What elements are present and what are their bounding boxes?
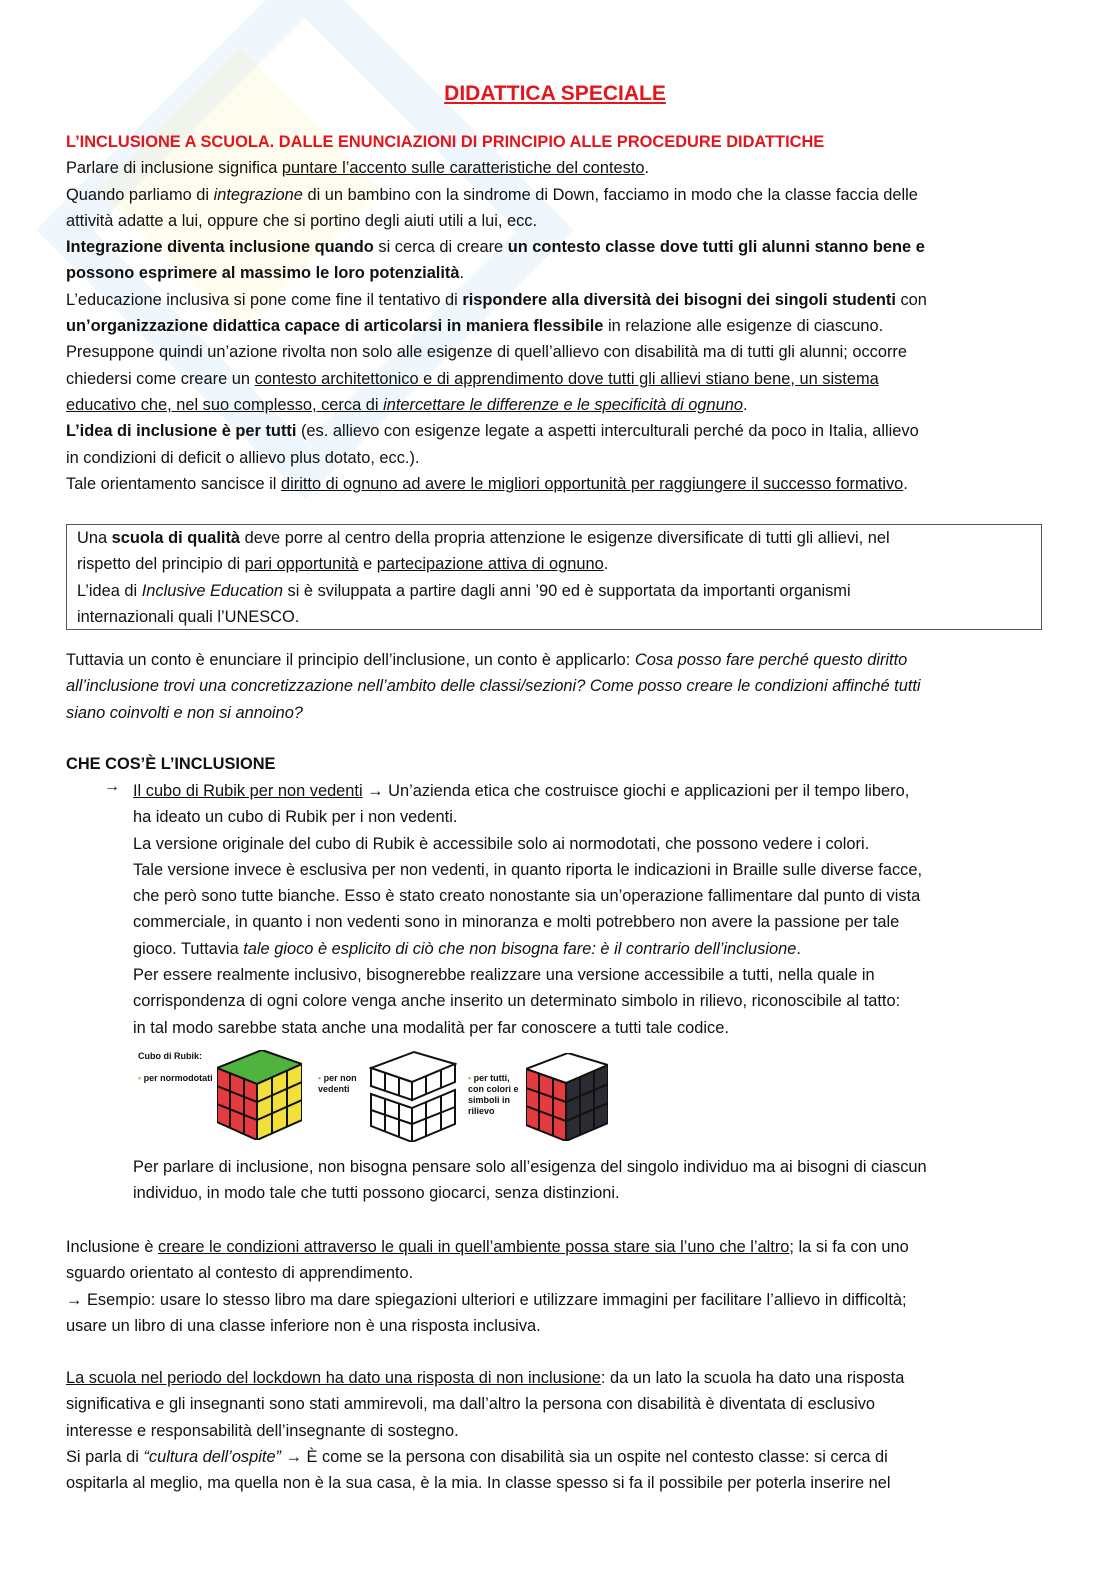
text-run: → Esempio: usare lo stesso libro ma dare spiegazioni ulteriori e utilizzare immagini per facilitare l’allievo in difficoltà;	[66, 1290, 907, 1309]
text-run: diritto di ognuno ad avere le migliori opportunità per raggiungere il successo formativo	[281, 474, 904, 493]
caption-non-vedenti: per non vedenti	[318, 1073, 357, 1094]
text-line	[66, 155, 1056, 181]
text-run: .	[603, 555, 609, 574]
rubik-cube-inclusive-icon	[526, 1053, 608, 1141]
text-line	[66, 1391, 1056, 1417]
text-run: Inclusione è	[66, 1238, 159, 1256]
text-line	[66, 129, 1056, 155]
text-line	[133, 909, 1116, 935]
text-run: Presuppone quindi un’azione rivolta non solo alle esigenze di quell’allievo con disabilità ma di tutti gli alunni; occorre	[66, 343, 907, 362]
text-line	[133, 857, 1116, 883]
text-run: L’idea di inclusione è per tutti	[66, 422, 297, 441]
text-run: in condizioni di deficit o allievo plus dotato, ecc.).	[66, 448, 420, 467]
text-run: un contesto classe dove tutti gli alunni stanno bene e	[507, 238, 925, 257]
text-line	[66, 1365, 1056, 1391]
text-line	[66, 1444, 1056, 1470]
text-run: Il cubo di Rubik per non vedenti	[133, 782, 363, 800]
paragraph	[66, 1365, 1056, 1496]
text-run: in tal modo sarebbe stata anche una modalità per far conoscere a tutti tale codice.	[133, 1018, 729, 1037]
text-run: tale gioco è esplicito di ciò che non bisogna fare: è il contrario dell’inclusione	[243, 939, 797, 958]
text-line	[66, 392, 1056, 418]
list-bullet-arrow-icon: →	[104, 778, 120, 795]
text-line	[133, 1180, 1116, 1206]
figure-title: Cubo di Rubik:	[138, 1051, 202, 1061]
text-line	[66, 647, 1056, 673]
text-run: .	[459, 264, 465, 283]
text-run: puntare l’accento sulle caratteristiche del contesto	[281, 159, 645, 178]
page-title: DIDATTICA SPECIALE	[444, 82, 666, 105]
text-line	[66, 1418, 1056, 1444]
text-run: L’INCLUSIONE A SCUOLA. DALLE ENUNCIAZIONI DI PRINCIPIO ALLE PROCEDURE DIDATTICHE	[66, 133, 825, 151]
text-run: si cerca di creare	[373, 238, 508, 257]
text-run: possono esprimere al massimo le loro potenzialità	[66, 264, 460, 283]
text-run: .	[796, 939, 801, 958]
text-line	[133, 1154, 1116, 1180]
text-run: un’organizzazione didattica capace di articolarsi in maniera flessibile	[66, 317, 604, 336]
text-run: Si parla di	[66, 1447, 144, 1466]
text-run: intercettare le differenze e le specificità di ognuno	[383, 395, 743, 414]
text-run: Integrazione diventa inclusione quando	[66, 238, 374, 257]
text-run: contesto architettonico e di apprendimento dove tutti gli allievi stiano bene, un sistema	[254, 369, 879, 388]
text-run: all’inclusione trovi una concretizzazione nell’ambito delle classi/sezioni? Come posso creare le condizioni affinché tutti	[66, 677, 921, 696]
text-line	[133, 778, 1116, 804]
paragraph	[133, 1154, 1116, 1207]
text-run: Tuttavia un conto è enunciare il principio dell’inclusione, un conto è applicarlo:	[66, 651, 635, 669]
text-run: Tale orientamento sancisce il	[66, 474, 282, 493]
text-run: L’idea di	[77, 581, 142, 600]
text-line	[133, 988, 1116, 1014]
paragraph	[66, 129, 1056, 497]
text-run: ospitarla al meglio, ma quella non è la sua casa, è la mia. In classe spesso si fa il possibile per poterla inserire nel	[66, 1474, 891, 1493]
text-line	[133, 883, 1116, 909]
text-run: L’educazione inclusiva si pone come fine il tentativo di	[66, 290, 463, 309]
text-run: di un bambino con la sindrome di Down, facciamo in modo che la classe faccia delle	[302, 185, 918, 204]
text-run: rispetto del principio di	[77, 555, 245, 574]
text-line	[66, 1234, 1056, 1260]
caption-per-tutti: per tutti, con colori e simboli in rilievo	[468, 1073, 519, 1116]
text-line	[66, 418, 1056, 444]
highlight-box	[66, 524, 1042, 630]
text-run: (es. allievo con esigenze legate a aspetti interculturali perché da poco in Italia, allievo	[296, 422, 919, 441]
text-line	[66, 1313, 1056, 1339]
text-line	[66, 182, 1056, 208]
text-run: Per parlare di inclusione, non bisogna pensare solo all’esigenza del singolo individuo ma ai bisogni di ciascun	[133, 1158, 927, 1176]
paragraph	[66, 1234, 1056, 1339]
paragraph	[66, 647, 1056, 726]
text-run: .	[903, 474, 908, 493]
text-run: Una	[77, 529, 112, 547]
text-line	[66, 1470, 1056, 1496]
text-run: attività adatte a lui, oppure che si portino degli aiuti utili a lui, ecc.	[66, 211, 538, 230]
text-run: pari opportunità	[244, 555, 359, 574]
text-line	[66, 260, 1056, 286]
text-run: e	[358, 555, 377, 574]
text-run: usare un libro di una classe inferiore non è una risposta inclusiva.	[66, 1316, 541, 1335]
text-line	[133, 804, 1116, 830]
text-line	[133, 1015, 1116, 1041]
text-line	[77, 604, 1031, 630]
text-run: partecipazione attiva di ognuno	[376, 555, 604, 574]
text-run: si è sviluppata a partire dagli anni ’90 ed è supportata da importanti organismi	[282, 581, 851, 600]
text-run: commerciale, in quanto i non vedenti sono in minoranza e molti potrebbero non avere la passione per tale	[133, 913, 900, 932]
text-run: che però sono tutte bianche. Esso è stato creato nonostante sia un’operazione fallimentare dal punto di vista	[133, 887, 921, 906]
text-run: Cosa posso fare perché questo diritto	[634, 651, 908, 669]
text-run: integrazione	[213, 185, 303, 204]
text-run: La scuola nel periodo del lockdown ha dato una risposta di non inclusione	[66, 1369, 601, 1387]
text-run: “cultura dell’ospite”	[143, 1447, 282, 1466]
paragraph	[133, 778, 1116, 1041]
text-run: interesse e responsabilità dell’insegnante di sostegno.	[66, 1421, 459, 1440]
rubik-cube-braille-icon	[369, 1050, 457, 1142]
text-run: : da un lato la scuola ha dato una risposta	[600, 1369, 905, 1387]
text-run: chiedersi come creare un	[66, 369, 255, 388]
text-run: corrispondenza di ogni colore venga anche inserito un determinato simbolo in rilievo, riconoscibile al tatto:	[133, 992, 901, 1011]
text-run: → Un’azienda etica che costruisce giochi e applicazioni per il tempo libero,	[362, 782, 910, 800]
text-run: deve porre al centro della propria attenzione le esigenze diversificate di tutti gli allievi, nel	[240, 529, 890, 547]
text-run: internazionali quali l’UNESCO.	[77, 607, 300, 626]
text-run: Parlare di inclusione significa	[66, 159, 282, 178]
text-line	[66, 700, 1056, 726]
text-line	[77, 525, 1031, 551]
text-line	[66, 471, 1056, 497]
text-line	[66, 673, 1056, 699]
text-run: .	[644, 159, 650, 178]
text-run: siano coinvolti e non si annoino?	[66, 703, 303, 722]
rubik-cube-colored-icon	[217, 1050, 302, 1140]
text-run: Inclusive Education	[141, 581, 283, 600]
text-line	[66, 1260, 1056, 1286]
text-line	[66, 287, 1056, 313]
text-line	[77, 551, 1031, 577]
text-run: Per essere realmente inclusivo, bisognerebbe realizzare una versione accessibile a tutti, nella quale in	[133, 966, 875, 985]
rubik-cubes-figure: Cubo di Rubik: • per normodotati • per non vedenti • per tutti, con colori e simboli in rilievo	[133, 1045, 613, 1145]
text-line	[66, 751, 1056, 777]
text-line	[66, 234, 1056, 260]
text-run: → È come se la persona con disabilità sia un ospite nel contesto classe: si cerca di	[281, 1447, 888, 1466]
text-run: CHE COS’È L’INCLUSIONE	[66, 755, 276, 773]
text-line	[133, 962, 1116, 988]
text-run: La versione originale del cubo di Rubik è accessibile solo ai normodotati, che possono vedere i colori.	[133, 834, 870, 853]
text-line	[133, 936, 1116, 962]
paragraph	[66, 751, 1056, 777]
text-run: Quando parliamo di	[66, 185, 214, 204]
text-run: gioco. Tuttavia	[133, 939, 244, 958]
text-run: scuola di qualità	[111, 529, 241, 547]
caption-normodotati: per normodotati	[143, 1073, 213, 1083]
text-run: con	[895, 290, 927, 309]
text-run: individuo, in modo tale che tutti possono giocarci, senza distinzioni.	[133, 1184, 620, 1203]
text-run: in relazione alle esigenze di ciascuno.	[603, 317, 884, 336]
text-line	[77, 578, 1031, 604]
text-line	[66, 339, 1056, 365]
text-line	[66, 208, 1056, 234]
text-line	[66, 313, 1056, 339]
text-run: ; la si fa con uno	[789, 1238, 909, 1256]
text-run: significativa e gli insegnanti sono stati ammirevoli, ma dall’altro la persona con disabilità è diventata di esclusivo	[66, 1395, 876, 1414]
text-run: ha ideato un cubo di Rubik per i non vedenti.	[133, 808, 458, 827]
text-line	[66, 1287, 1056, 1313]
text-run: .	[742, 395, 748, 414]
text-run: creare le condizioni attraverso le quali in quell’ambiente possa stare sia l’uno che l’altro	[158, 1238, 790, 1256]
text-run: educativo che, nel suo complesso, cerca di	[66, 395, 384, 414]
text-run: sguardo orientato al contesto di apprendimento.	[66, 1264, 414, 1283]
text-run: rispondere alla diversità dei bisogni dei singoli studenti	[462, 290, 896, 309]
text-line	[133, 831, 1116, 857]
text-line	[66, 366, 1056, 392]
text-line	[66, 445, 1056, 471]
text-run: Tale versione invece è esclusiva per non vedenti, in quanto riporta le indicazioni in Braille sulle diverse facce,	[133, 860, 923, 879]
